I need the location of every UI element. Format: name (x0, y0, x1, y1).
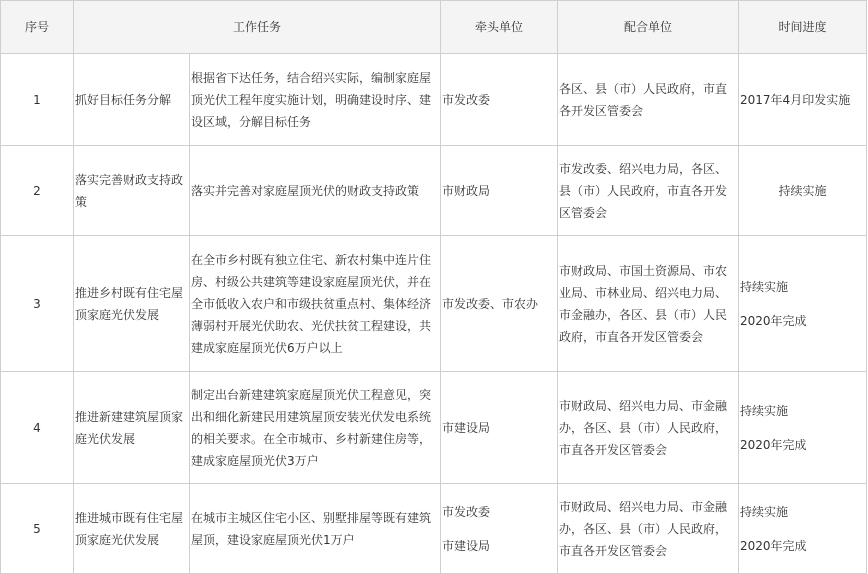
row-lead (441, 146, 558, 236)
row-seq: 3 (1, 236, 74, 372)
lead-unit: 市发改委、市农办 (442, 296, 539, 311)
row-seq: 2 (1, 146, 74, 236)
row-seq: 1 (1, 54, 74, 146)
row-cooperate: 市财政局、市国土资源局、市农业局、市林业局、绍兴电力局、市金融办，各区、县（市）人民政府，市直各开发区管委会 (558, 236, 739, 372)
lead-unit: 市发改委 (442, 92, 491, 107)
table-row (1, 54, 867, 146)
row-seq: 5 (1, 484, 74, 574)
schedule-item: 持续实施 (740, 279, 789, 294)
schedule-item: 持续实施 (740, 403, 789, 418)
row-schedule (739, 236, 867, 372)
table-row (1, 372, 867, 484)
row-task: 在城市主城区住宅小区、别墅排屋等既有建筑屋顶，建设家庭屋顶光伏1万户 (190, 484, 441, 574)
row-lead (441, 372, 558, 484)
row-cooperate: 各区、县（市）人民政府，市直各开发区管委会 (558, 54, 739, 146)
row-lead (441, 236, 558, 372)
schedule-item: 持续实施 (740, 504, 789, 519)
row-lead (441, 484, 558, 574)
row-schedule (739, 146, 867, 236)
schedule-item: 2020年完成 (740, 437, 807, 452)
schedule-item: 2017年4月印发实施 (740, 92, 851, 107)
row-cooperate: 市财政局、绍兴电力局、市金融办，各区、县（市）人民政府，市直各开发区管委会 (558, 484, 739, 574)
row-cooperate: 市财政局、绍兴电力局、市金融办，各区、县（市）人民政府，市直各开发区管委会 (558, 372, 739, 484)
lead-unit: 市财政局 (442, 183, 491, 198)
row-schedule (739, 54, 867, 146)
row-title: 推进乡村既有住宅屋顶家庭光伏发展 (74, 236, 190, 372)
header-seq: 序号 (1, 1, 74, 54)
row-title: 推进新建建筑屋顶家庭光伏发展 (74, 372, 190, 484)
row-title: 推进城市既有住宅屋顶家庭光伏发展 (74, 484, 190, 574)
lead-unit: 市建设局 (442, 420, 491, 435)
row-schedule (739, 484, 867, 574)
header-schedule: 时间进度 (739, 1, 867, 54)
lead-unit: 市建设局 (442, 538, 491, 553)
schedule-item: 持续实施 (778, 183, 827, 198)
row-lead (441, 54, 558, 146)
row-title: 抓好目标任务分解 (74, 54, 190, 146)
header-cooperate: 配合单位 (558, 1, 739, 54)
table-row (1, 146, 867, 236)
header-lead: 牵头单位 (441, 1, 558, 54)
lead-unit: 市发改委 (442, 504, 491, 519)
schedule-item: 2020年完成 (740, 538, 807, 553)
row-title: 落实完善财政支持政策 (74, 146, 190, 236)
row-cooperate: 市发改委、绍兴电力局，各区、县（市）人民政府，市直各开发区管委会 (558, 146, 739, 236)
row-task: 制定出台新建建筑家庭屋顶光伏工程意见，突出和细化新建民用建筑屋顶安装光伏发电系统的相关要求。在全市城市、乡村新建住房等，建成家庭屋顶光伏3万户 (190, 372, 441, 484)
row-schedule (739, 372, 867, 484)
table-row (1, 484, 867, 574)
table-row (1, 236, 867, 372)
row-task: 根据省下达任务，结合绍兴实际，编制家庭屋顶光伏工程年度实施计划，明确建设时序、建设区域，分解目标任务 (190, 54, 441, 146)
row-task: 在全市乡村既有独立住宅、新农村集中连片住房、村级公共建筑等建设家庭屋顶光伏，并在全市低收入农户和市级扶贫重点村、集体经济薄弱村开展光伏助农、光伏扶贫工程建设，共建成家庭屋顶光伏6万户以上 (190, 236, 441, 372)
row-seq: 4 (1, 372, 74, 484)
row-task: 落实并完善对家庭屋顶光伏的财政支持政策 (190, 146, 441, 236)
table-header-row (1, 1, 867, 54)
header-task: 工作任务 (74, 1, 441, 54)
schedule-item: 2020年完成 (740, 313, 807, 328)
